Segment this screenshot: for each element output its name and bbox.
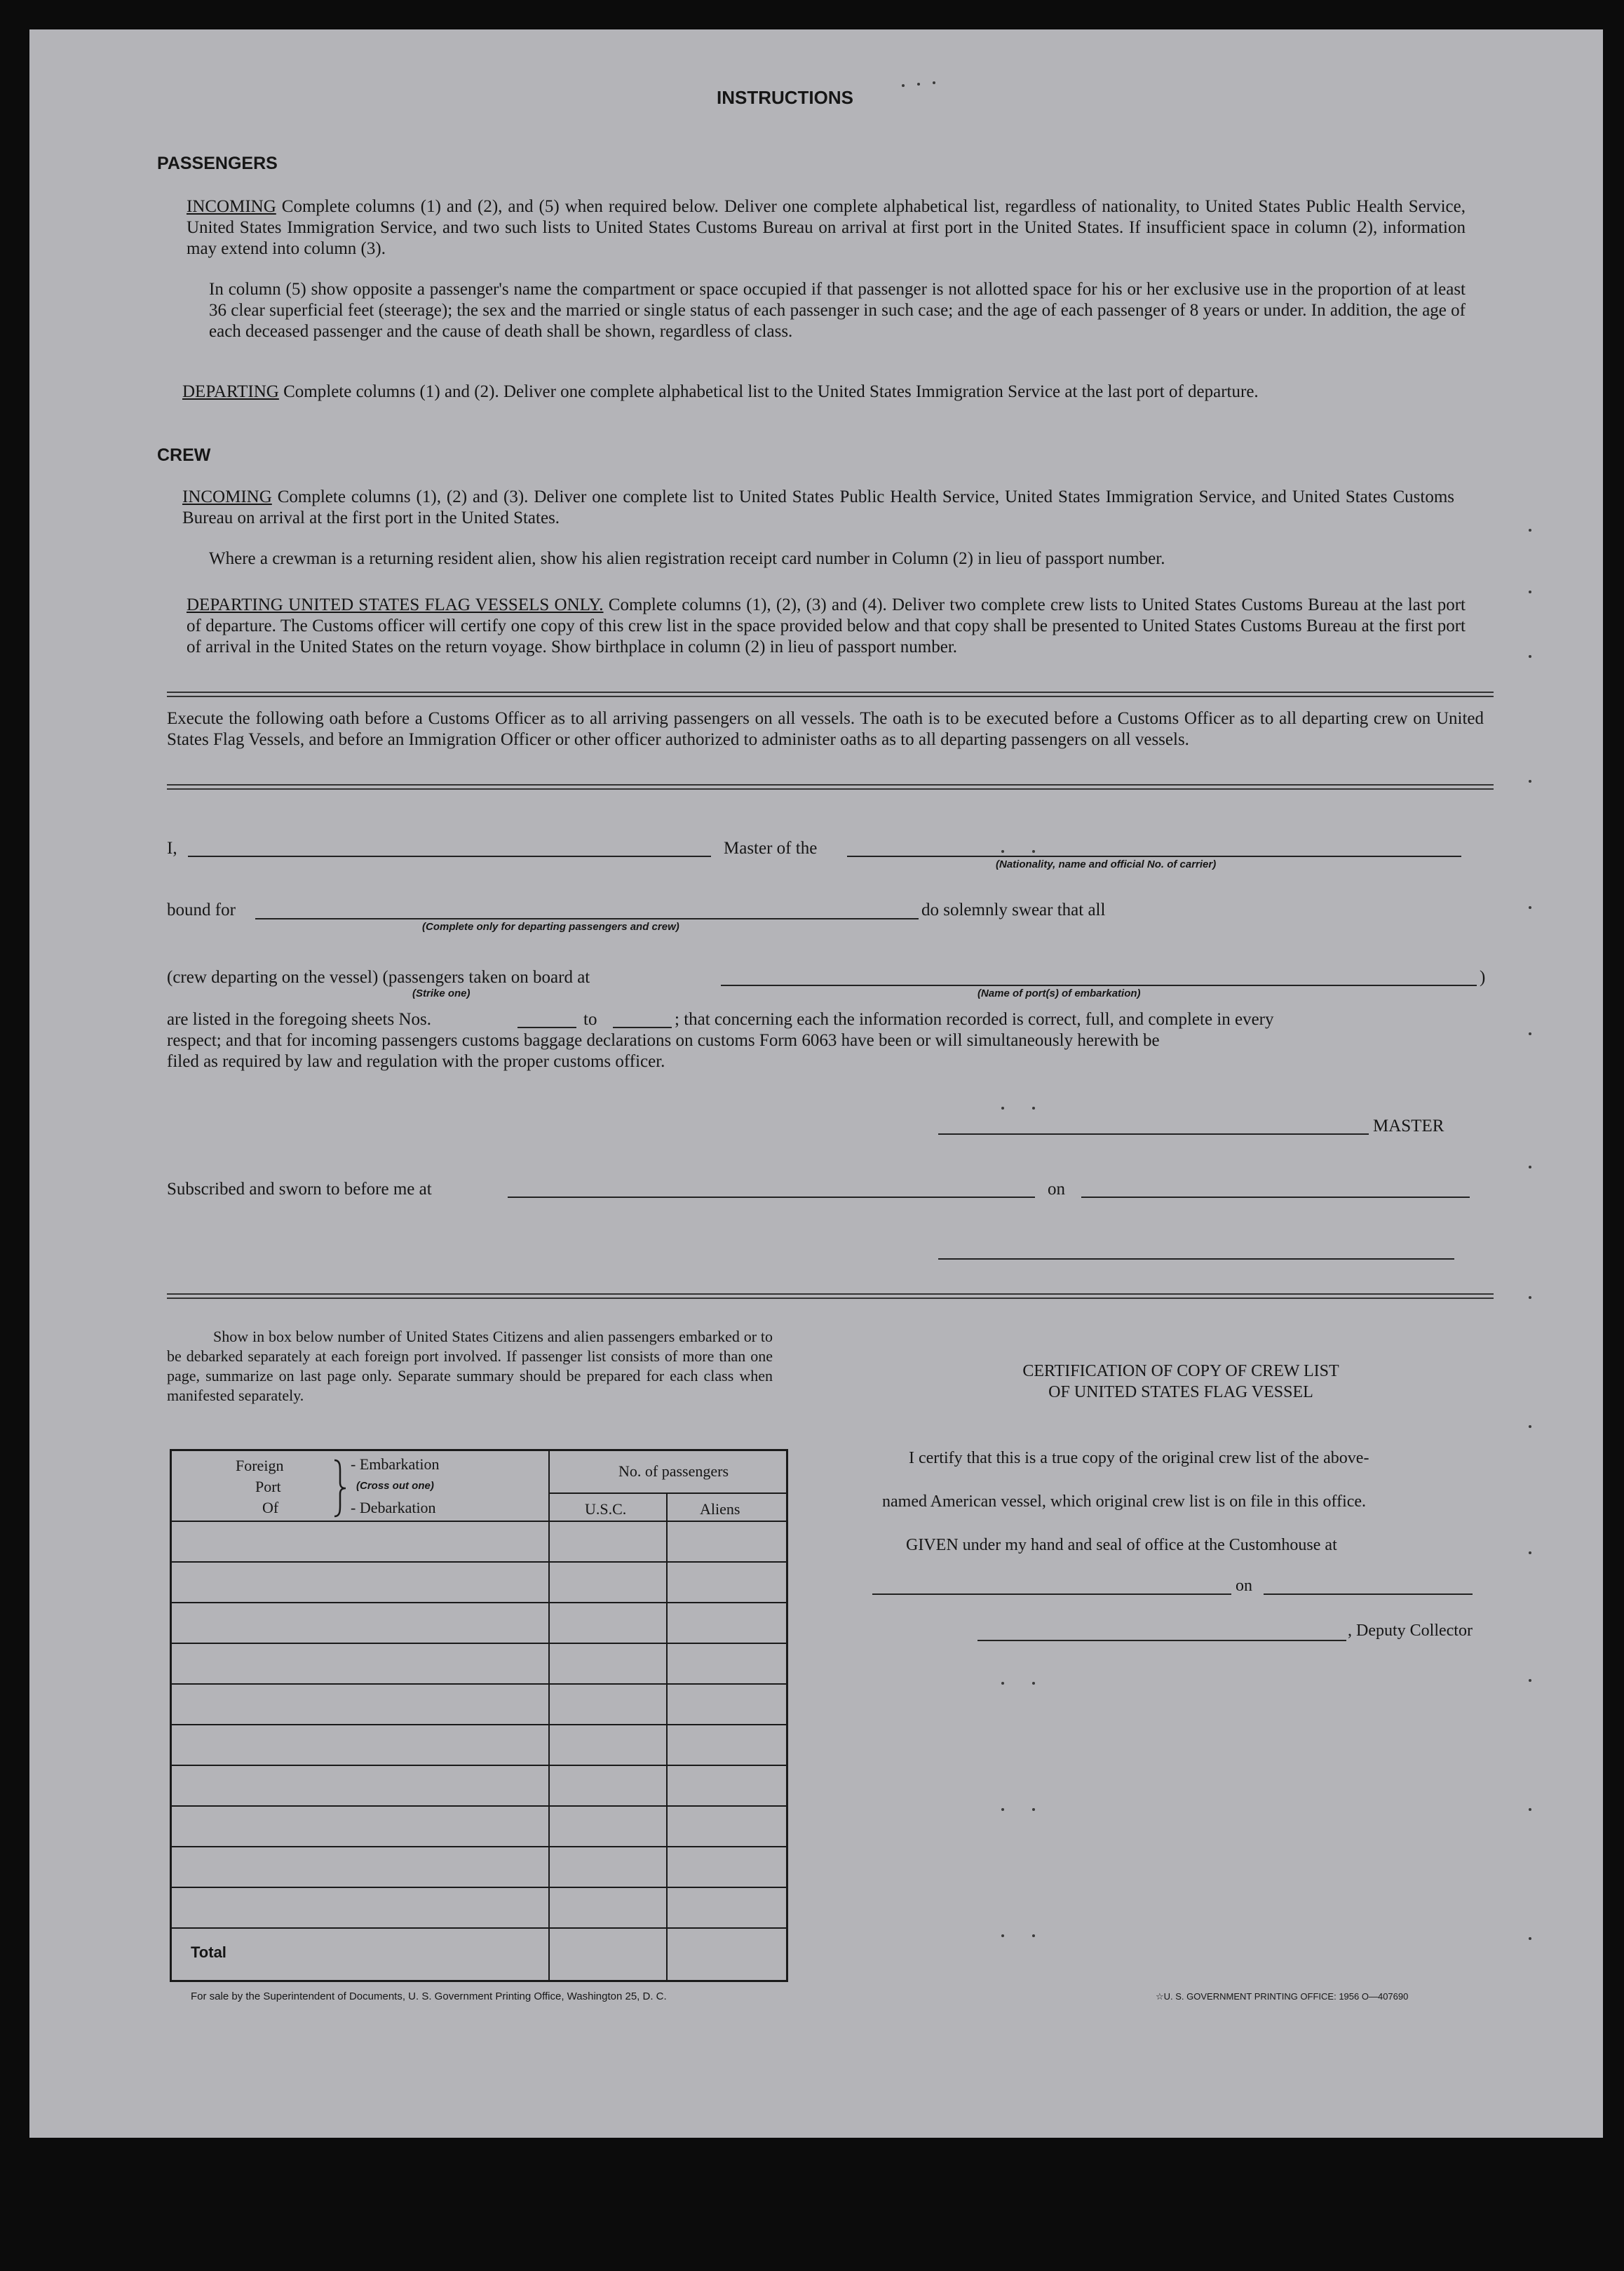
bleed-mark: [1529, 1679, 1531, 1682]
table-row-line: [170, 1846, 788, 1847]
certification-line-1: I certify that this is a true copy of the original crew list of the above-: [909, 1449, 1369, 1467]
passenger-summary-table: [170, 1449, 788, 1982]
header-cross-out: (Cross out one): [356, 1480, 434, 1492]
filed-line: filed as required by law and regulation with the proper customs officer.: [167, 1052, 665, 1071]
bleed-mark: [1001, 1934, 1004, 1937]
bleed-mark: [933, 81, 935, 84]
crew-departing-label: DEPARTING UNITED STATES FLAG VESSELS ONLY.: [187, 595, 604, 614]
table-row-line: [170, 1927, 788, 1929]
crew-departing-text: Complete columns (1), (2), (3) and (4). Deliver two complete crew lists to United States Customs Bureau at the last port of departure. The Customs officer will certify one copy of this crew list in the space provided below and that copy shall be presented to United States Customs Bureau at the first port of arrival in the United States on the return voyage. Show birthplace in column (2) in lieu of passport number.: [187, 595, 1466, 656]
master-signature-field[interactable]: [938, 1133, 1369, 1135]
certification-date-field[interactable]: [1264, 1593, 1473, 1595]
master-name-field[interactable]: [188, 856, 711, 857]
bleed-mark: [902, 84, 905, 87]
certification-title-2: OF UNITED STATES FLAG VESSEL: [1048, 1383, 1313, 1401]
header-aliens: Aliens: [700, 1500, 740, 1518]
header-divider: [548, 1492, 788, 1494]
bleed-mark: [1529, 529, 1531, 532]
box-instructions: Show in box below number of United States Citizens and alien passengers embarked or to be debarked separately at each foreign port involved. If passenger list consists of more than one page, summarize on last page only. Separate summary should be prepared for each class when manifested separately.: [167, 1328, 773, 1404]
certification-line-3: GIVEN under my hand and seal of office at the Customhouse at: [906, 1536, 1337, 1554]
bleed-mark: [1529, 780, 1531, 783]
sworn-date-field[interactable]: [1081, 1197, 1470, 1198]
bleed-mark: [1001, 1107, 1004, 1110]
table-row-line: [170, 1765, 788, 1766]
header-foreign: Foreign: [236, 1457, 284, 1474]
bleed-mark: [1032, 1107, 1035, 1110]
header-port: Port: [255, 1478, 281, 1495]
bleed-mark: [1529, 1296, 1531, 1299]
sheet-from-field[interactable]: [517, 1027, 576, 1028]
table-border: [170, 1449, 172, 1982]
crew-heading: CREW: [157, 445, 211, 465]
officer-signature-field[interactable]: [938, 1258, 1454, 1260]
passengers-incoming-label: INCOMING: [187, 197, 276, 216]
ports-caption: (Name of port(s) of embarkation): [977, 988, 1141, 999]
master-label: MASTER: [1373, 1117, 1444, 1136]
close-paren: ): [1480, 968, 1486, 987]
bleed-mark: [1529, 1937, 1531, 1940]
crew-passengers-text: (crew departing on the vessel) (passengers taken on board at: [167, 968, 590, 987]
table-row-line: [170, 1643, 788, 1644]
certification-on-label: on: [1236, 1577, 1252, 1595]
table-row-line: [170, 1887, 788, 1888]
bleed-mark: [1529, 1425, 1531, 1428]
passengers-column5-paragraph: In column (5) show opposite a passenger's name the compartment or space occupied if that passenger is not allotted space for his or her exclusive use in the proportion of at least 36 clear superficial feet (steerage); the sex and the married or single status of each passenger in such case; and the age of each passenger of 8 years or under. In addition, the age of each deceased passenger and the cause of death shall be shown, regardless of class.: [209, 280, 1466, 341]
listed-text-a: are listed in the foregoing sheets Nos.: [167, 1010, 431, 1029]
header-usc: U.S.C.: [585, 1500, 627, 1518]
deputy-collector-label: , Deputy Collector: [1348, 1622, 1473, 1640]
strike-one-caption: (Strike one): [412, 988, 471, 999]
bleed-mark: [1001, 1682, 1004, 1685]
table-row-line: [170, 1683, 788, 1685]
bleed-mark: [1032, 1808, 1035, 1811]
certification-line-2: named American vessel, which original crew list is on file in this office.: [882, 1492, 1367, 1511]
passengers-departing-paragraph: [182, 382, 1466, 403]
passengers-incoming-text: Complete columns (1) and (2), and (5) when required below. Deliver one complete alphabetical list, regardless of nationality, to United States Public Health Service, United States Immigration Service, and two such lists to United States Customs Bureau on arrival at first port in the United States. If insufficient space in column (2), information may extend into column (3).: [187, 197, 1466, 258]
carrier-field[interactable]: [847, 856, 1461, 857]
customhouse-field[interactable]: [872, 1593, 1231, 1595]
sheet-to-field[interactable]: [613, 1027, 672, 1028]
column-divider: [666, 1494, 668, 1982]
bleed-mark: [917, 83, 920, 86]
nationality-caption: (Nationality, name and official No. of carrier): [996, 858, 1217, 870]
table-row-line: [170, 1521, 788, 1522]
crew-incoming-label: INCOMING: [182, 487, 272, 506]
table-border: [786, 1449, 788, 1982]
crew-incoming-text: Complete columns (1), (2) and (3). Deliver one complete list to United States Public Health Service, United States Immigration Service, and United States Customs Bureau on arrival at the first port in the United States.: [182, 487, 1455, 527]
bleed-mark: [1529, 1032, 1531, 1035]
sworn-place-field[interactable]: [508, 1197, 1035, 1198]
passengers-departing-text: Complete columns (1) and (2). Deliver one complete alphabetical list to the United States Immigration Service at the last port of departure.: [283, 382, 1259, 401]
passengers-incoming-paragraph: [187, 196, 1466, 260]
crew-incoming-paragraph: [182, 487, 1454, 529]
table-row-line: [170, 1602, 788, 1603]
bleed-mark: [1001, 1808, 1004, 1811]
divider: [167, 784, 1494, 790]
master-of-the-label: Master of the: [724, 839, 818, 858]
bleed-mark: [1529, 1166, 1531, 1168]
bleed-mark: [1032, 1682, 1035, 1685]
subscribed-label: Subscribed and sworn to before me at: [167, 1180, 432, 1199]
column-divider: [548, 1449, 550, 1982]
bound-for-label: bound for: [167, 901, 236, 919]
certification-title-1: CERTIFICATION OF COPY OF CREW LIST: [1022, 1362, 1339, 1380]
divider: [167, 692, 1494, 697]
respect-line: respect; and that for incoming passengers customs baggage declarations on customs Form 6063 have been or will simultaneously herewith be: [167, 1031, 1160, 1050]
table-border: [170, 1980, 788, 1982]
listed-to: to: [583, 1010, 597, 1029]
oath-i-label: I,: [167, 839, 177, 858]
divider: [167, 1293, 1494, 1299]
bleed-mark: [1529, 1808, 1531, 1811]
form-page: [29, 29, 1603, 2138]
passengers-departing-label: DEPARTING: [182, 382, 279, 401]
header-embarkation: - Embarkation: [351, 1455, 440, 1473]
bound-for-field[interactable]: [255, 918, 919, 919]
bleed-mark: [1529, 591, 1531, 593]
deputy-collector-signature-field[interactable]: [977, 1640, 1346, 1641]
crew-resident-paragraph: Where a crewman is a returning resident alien, show his alien registration receipt card number in Column (2) in lieu of passport number.: [209, 549, 1165, 568]
footer-right: ☆U. S. GOVERNMENT PRINTING OFFICE: 1956 O—407690: [1156, 1991, 1409, 2002]
bleed-mark: [1529, 1551, 1531, 1554]
bleed-mark: [1032, 850, 1035, 853]
footer-left: For sale by the Superintendent of Documents, U. S. Government Printing Office, Washington 25, D. C.: [191, 1990, 667, 2002]
table-row-line: [170, 1561, 788, 1563]
total-label: Total: [191, 1943, 226, 1961]
embarkation-ports-field[interactable]: [721, 985, 1477, 986]
header-debarkation: - Debarkation: [351, 1499, 436, 1516]
solemnly-swear-text: do solemnly swear that all: [921, 901, 1106, 919]
bleed-mark: [1529, 655, 1531, 658]
header-of: Of: [262, 1499, 279, 1516]
header-no-passengers: No. of passengers: [618, 1462, 729, 1480]
bleed-mark: [1529, 906, 1531, 909]
passengers-heading: PASSENGERS: [157, 154, 278, 173]
sworn-on-label: on: [1048, 1180, 1065, 1199]
instructions-title: INSTRUCTIONS: [717, 87, 853, 108]
bleed-mark: [1032, 1934, 1035, 1937]
table-border: [170, 1449, 788, 1451]
bleed-mark: [1001, 850, 1004, 853]
brace-icon: [332, 1459, 348, 1518]
listed-text-b: ; that concerning each the information recorded is correct, full, and complete in every: [675, 1010, 1274, 1029]
table-row-line: [170, 1805, 788, 1807]
bound-for-caption: (Complete only for departing passengers and crew): [422, 921, 679, 933]
oath-intro-paragraph: Execute the following oath before a Customs Officer as to all arriving passengers on all vessels. The oath is to be executed before a Customs Officer as to all departing crew on United States Flag Vessels, and before an Immigration Officer or other officer authorized to administer oaths as to all departing passengers on all vessels.: [167, 709, 1484, 749]
table-row-line: [170, 1724, 788, 1725]
crew-departing-paragraph: [187, 595, 1466, 658]
